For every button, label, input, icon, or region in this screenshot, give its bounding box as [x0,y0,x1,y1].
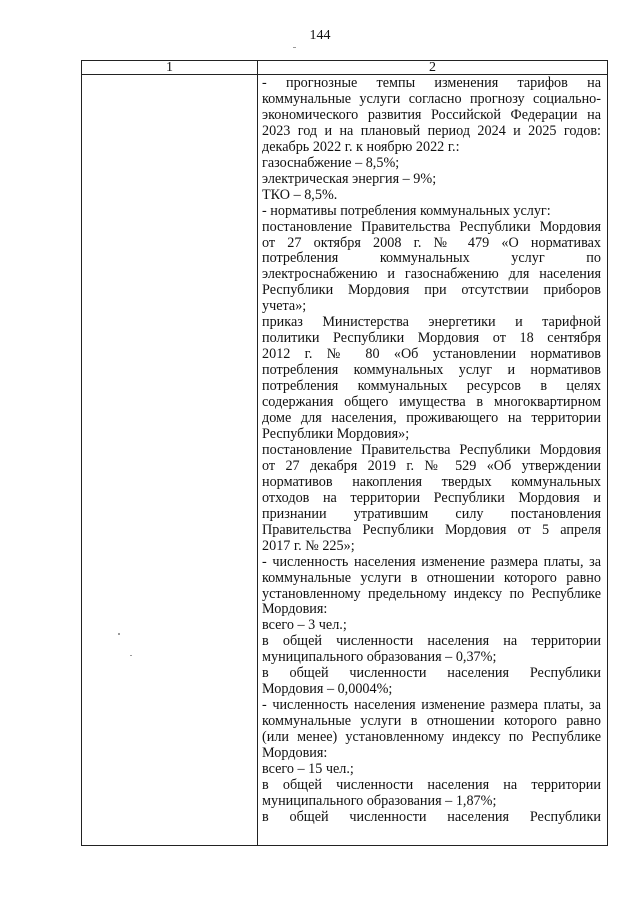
text-line: электроснабжению и газоснабжению для населения [262,266,601,283]
table-cell-column-2 [258,75,608,846]
table-header-row [82,61,608,75]
text-line: - численность населения изменение размера платы, за [262,697,601,714]
text-line: 2012 г. № 80 «Об установлении нормативов [262,346,601,363]
text-line: доме для населения, проживающего на территории [262,410,601,427]
column-header-1: 1 [82,61,258,75]
text-line: нормативов накопления твердых коммунальных [262,473,601,490]
text-line: всего – 15 чел.; [262,760,354,777]
text-line: потребления коммунальных услуг по [262,250,601,267]
text-line: электрическая энергия – 9%; [262,170,437,187]
text-line: потребления коммунальных услуг и нормативов [262,362,601,379]
text-line: постановление Правительства Республики Мордовия [262,441,601,458]
text-line: постановление Правительства Республики Мордовия [262,218,601,235]
text-line: 2023 год и на плановый период 2024 и 2025 годов: [262,122,601,139]
text-line: Мордовия: [262,745,328,762]
text-line: политики Республики Мордовия от 18 сентября [262,330,601,347]
text-line: Республики Мордовия при отсутствии приборов [262,282,601,299]
text-line: - прогнозные темпы изменения тарифов на [262,75,601,91]
text-line: в общей численности населения Республики [262,665,601,682]
table-cell-column-1 [82,75,258,846]
text-line: приказ Министерства энергетики и тарифной [262,314,601,331]
text-line: декабрь 2022 г. к ноябрю 2022 г.: [262,138,460,155]
scan-speck [293,47,296,48]
text-line: муниципального образования – 0,37%; [262,649,497,666]
text-line: в общей численности населения на территории [262,776,601,793]
text-line: экономического развития Российской Федерации на [262,106,601,123]
text-line: содержания общего имущества в многоквартирном [262,394,601,411]
text-line: всего – 3 чел.; [262,617,347,634]
text-line: от 27 декабря 2019 г. № 529 «Об утверждении [262,457,601,474]
document-table [81,60,608,846]
text-line: ТКО – 8,5%. [262,186,338,203]
text-line: - нормативы потребления коммунальных услуг: [262,202,551,219]
text-line: в общей численности населения Республики [262,808,601,825]
text-line: от 27 октября 2008 г. № 479 «О нормативах [262,234,601,251]
text-line: учета»; [262,298,307,315]
text-line: коммунальные услуги в отношении которого равно [262,569,601,586]
column-header-2: 2 [258,61,608,75]
text-line: в общей численности населения на территории [262,633,601,650]
text-line: Мордовия: [262,601,328,618]
text-line: 2017 г. № 225»; [262,537,355,554]
text-line: потребления коммунальных ресурсов в целях [262,378,601,395]
text-line: Мордовия – 0,0004%; [262,681,393,698]
text-line: коммунальные услуги в отношении которого равно [262,713,601,730]
text-line: признании утратившим силу постановления [262,505,601,522]
text-line: муниципального образования – 1,87%; [262,792,497,809]
text-line: - численность населения изменение размера платы, за [262,553,601,570]
table-row [82,75,608,846]
page-number: 144 [309,28,331,43]
text-line: отходов на территории Республики Мордовия и [262,489,601,506]
text-line: Правительства Республики Мордовия от 5 апреля [262,521,601,538]
text-line: газоснабжение – 8,5%; [262,154,400,171]
text-line: установленному предельному индексу по Республике [262,585,601,602]
cell-text-block [258,75,607,826]
text-line: коммунальные услуги согласно прогнозу социально- [262,90,601,107]
text-line: (или менее) установленному индексу по Республике [262,729,601,746]
text-line: Республики Мордовия»; [262,425,410,442]
